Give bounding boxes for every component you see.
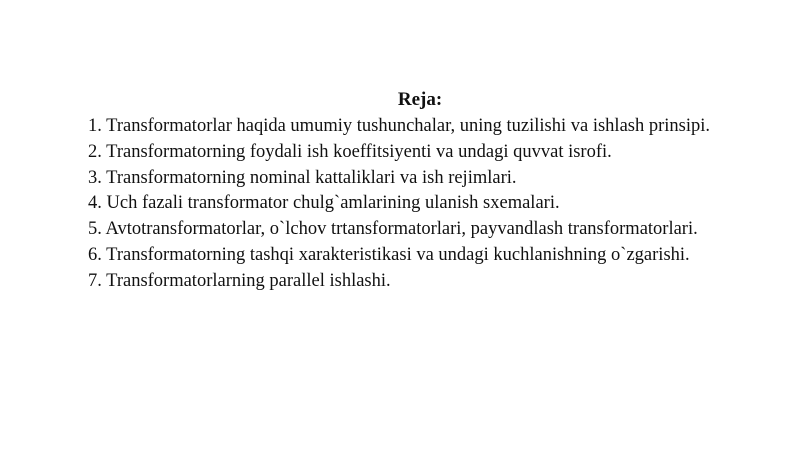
plan-item-4: 4. Uch fazali transformator chulg`amlarining ulanish sxemalari. xyxy=(88,193,560,214)
plan-item-2: 2. Transformatorning foydali ish koeffitsiyenti va undagi quvvat isrofi. xyxy=(88,141,612,162)
plan-item-1: 1. Transformatorlar haqida umumiy tushunchalar, uning tuzilishi va ishlash prinsipi. xyxy=(88,116,711,136)
plan-item-3: 3. Transformatorning nominal kattaliklari va ish rejimlari. xyxy=(88,167,517,188)
plan-item-7: 7. Transformatorlarning parallel ishlashi. xyxy=(88,270,391,291)
plan-item-5: 5. Avtotransformatorlar, o`lchov trtansformatorlari, payvandlash transformatorlari. xyxy=(88,219,698,240)
plan-item-6: 6. Transformatorning tashqi xarakteristikasi va undagi kuchlanishning o`zgarishi. xyxy=(88,244,690,265)
document-title: Reja: xyxy=(397,89,443,110)
plan-list xyxy=(88,114,710,295)
